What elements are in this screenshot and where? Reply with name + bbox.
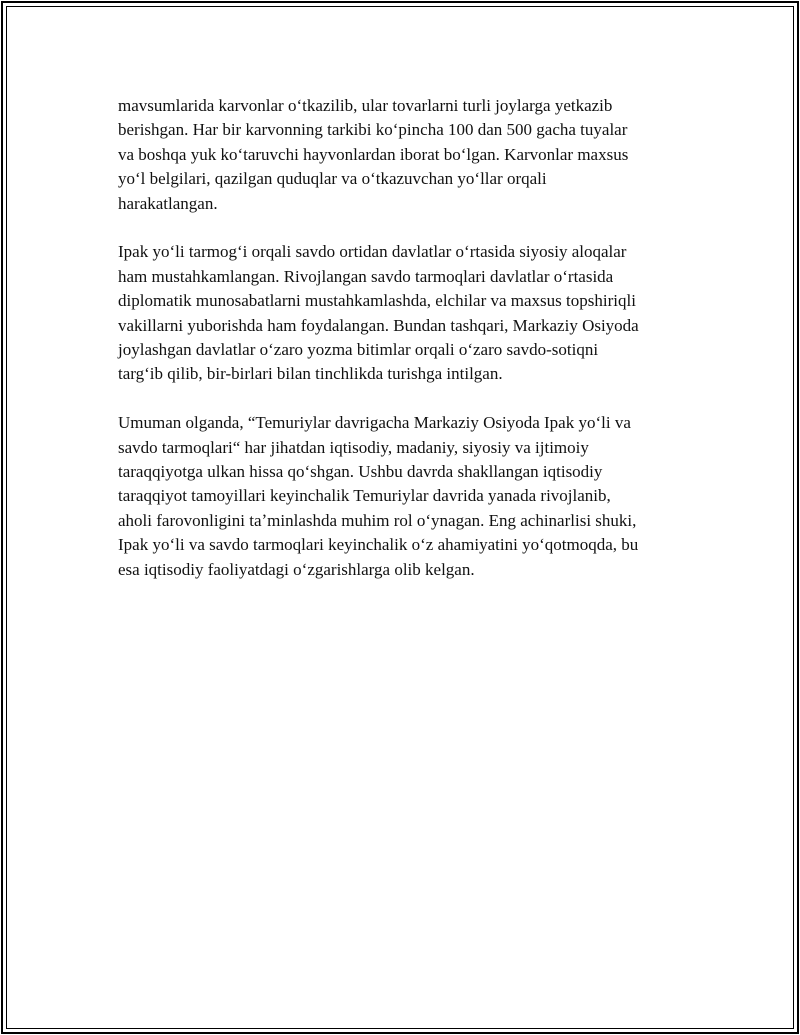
paragraph-caravans: mavsumlarida karvonlar oʻtkazilib, ular tovarlarni turli joylarga yetkazib berishgan. Har bir karvonning tarkibi koʻpincha 100 dan 500 gacha tuyalar va boshqa yuk koʻtaruvchi hayvonlardan iborat boʻlgan. Karvonlar maxsus yoʻl belgilari, qazilgan quduqlar va oʻtkazuvchan yoʻllar orqali harakatlangan. (118, 96, 629, 213)
paragraph-political-relations: Ipak yoʻli tarmogʻi orqali savdo ortidan davlatlar oʻrtasida siyosiy aloqalar ham mustahkamlangan. Rivojlangan savdo tarmoqlari davlatlar oʻrtasida diplomatik munosabatlarni mustahkamlashda, elchilar va maxsus topshiriqli vakillarni yuborishda ham foydalangan. Bundan tashqari, Markaziy Osiyoda joylashgan davlatlar oʻzaro yozma bitimlar orqali oʻzaro savdo-sotiqni targʻib qilib, bir-birlari bilan tinchlikda turishga intilgan. (118, 242, 639, 384)
paragraph-conclusion: Umuman olganda, “Temuriylar davrigacha Markaziy Osiyoda Ipak yoʻli va savdo tarmoqlari“ har jihatdan iqtisodiy, madaniy, siyosiy va ijtimoiy taraqqiyotga ulkan hissa qoʻshgan. Ushbu davrda shakllangan iqtisodiy taraqqiyot tamoyillari keyinchalik Temuriylar davrida yanada rivojlanib, aholi farovonligini taʼminlashda muhim rol oʻynagan. Eng achinarlisi shuki, Ipak yoʻli va savdo tarmoqlari keyinchalik oʻz ahamiyatini yoʻqotmoqda, bu esa iqtisodiy faoliyatdagi oʻzgarishlarga olib kelgan. (118, 413, 639, 579)
document-body (118, 94, 693, 606)
